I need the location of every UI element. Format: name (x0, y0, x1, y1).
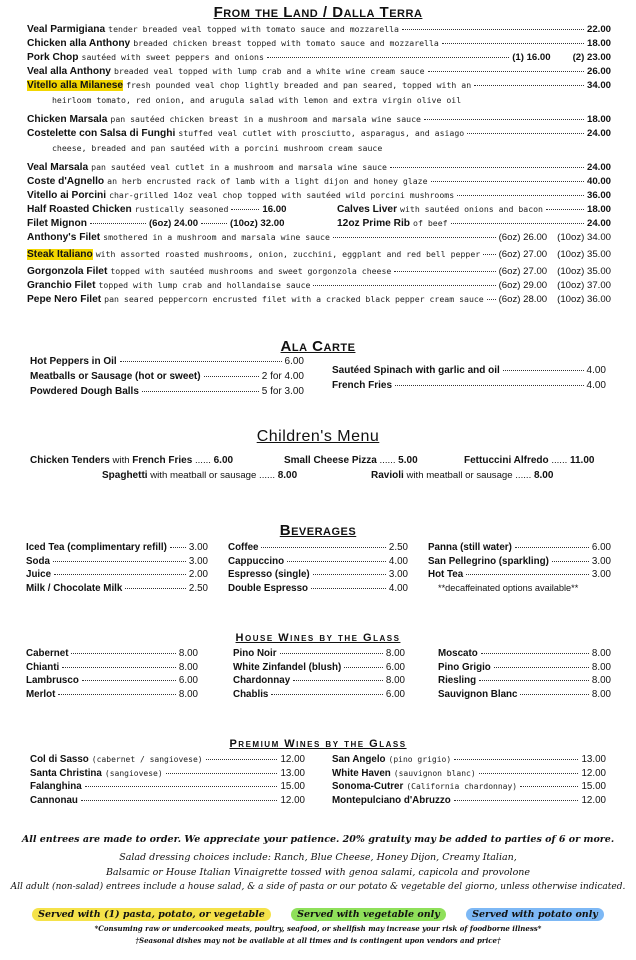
leader-dots (120, 361, 282, 362)
menu-item-filet (27, 280, 611, 291)
menu-item-price-single: (1) 16.00 (512, 52, 551, 63)
menu-item (337, 204, 611, 215)
menu-item-price: 18.00 (586, 204, 611, 215)
menu-item-desc: rustically seasoned (134, 204, 229, 214)
drink-item-price: 6.00 (178, 675, 198, 686)
drink-item-name: Cappuccino (228, 555, 285, 567)
menu-item-desc: char-grilled 14oz veal chop topped with sautéed wild porcini mushrooms (109, 190, 455, 200)
leader-dots (267, 57, 509, 58)
drink-item (332, 781, 606, 792)
leader-dots (206, 759, 278, 760)
drink-item (26, 675, 198, 686)
drink-item (26, 689, 198, 700)
leader-dots (166, 773, 278, 774)
menu-item-desc: stuffed veal cutlet with prosciutto, asparagus, and asiago (178, 128, 465, 138)
drink-item-desc: (California chardonnay) (406, 782, 518, 791)
leader-dots (431, 181, 584, 182)
alacarte-item-name: French Fries (332, 380, 393, 391)
footer-legend (0, 902, 636, 921)
alacarte-item-name: Sautéed Spinach with garlic and oil (332, 365, 500, 376)
menu-item-filet (27, 266, 611, 277)
leader-dots (231, 209, 259, 210)
menu-item (27, 114, 611, 125)
menu-item-name: Chicken Marsala (27, 114, 108, 125)
drink-item-price: 8.00 (591, 648, 611, 659)
drink-item-price: 6.00 (385, 688, 405, 700)
menu-item-desc: tender breaded veal topped with tomato sauce and mozzarella (108, 24, 399, 34)
drink-item-name: Milk / Chocolate Milk (26, 582, 123, 594)
alacarte-item-name: Meatballs or Sausage (hot or sweet) (30, 371, 201, 382)
drink-item-price: 3.00 (388, 569, 408, 580)
drink-item-price: 15.00 (280, 781, 305, 792)
leader-dots (457, 195, 584, 196)
drink-item-name: Chardonnay (233, 675, 291, 686)
leader-dots (402, 29, 584, 30)
menu-item-name: Anthony's Filet (27, 232, 101, 243)
menu-item-name: Pork Chop (27, 52, 79, 63)
footer-raw-warning: *Consuming raw or undercooked meats, poultry, seafood, or shellfish may increase your risk of foodborne illness* (94, 924, 542, 933)
menu-item-price: 26.00 (586, 66, 611, 77)
drink-item (30, 768, 305, 779)
leader-dots (428, 71, 584, 72)
drink-item-price: 8.00 (591, 688, 611, 700)
leader-dots (82, 680, 176, 681)
leader-dots (466, 574, 589, 575)
alacarte-item-name: Powdered Dough Balls (30, 386, 139, 397)
footer-order-note: All entrees are made to order. We appreciate your patience. 20% gratuity may be added to parties of 6 or more. (21, 834, 615, 845)
drink-item-price: 12.00 (280, 754, 305, 765)
drink-item-name: White Haven (332, 767, 391, 779)
drink-item (26, 556, 208, 567)
drink-item-name: Santa Christina (30, 767, 102, 779)
drink-item (228, 569, 408, 580)
footer-entree-note: All adult (non-salad) entrees include a house salad, & a side of pasta or our potato & vegetable del giorno, unless otherwise indicated. (10, 882, 626, 892)
beverages-title: Beverages (279, 522, 357, 539)
drink-item-name: Espresso (single) (228, 569, 310, 580)
drink-item (332, 795, 606, 806)
drink-item-price: 4.00 (388, 555, 408, 567)
menu-item (27, 38, 611, 49)
leader-dots (481, 653, 589, 654)
children-item (284, 455, 418, 466)
drink-item (438, 689, 611, 700)
menu-item-price-10oz: (10oz) 36.00 (557, 294, 611, 305)
menu-item-desc-continued: cheese, breaded and pan sautéed with a porcini mushroom cream sauce (52, 143, 383, 153)
leader-dots: ...... (194, 455, 211, 466)
menu-item (27, 176, 611, 187)
children-item (102, 470, 297, 481)
drink-item-name: Juice (26, 569, 52, 580)
children-item-name: Small Cheese Pizza (284, 455, 377, 466)
drink-item-price: 8.00 (591, 661, 611, 673)
drink-item (428, 542, 611, 553)
drink-item-name: San Pellegrino (sparkling) (428, 555, 549, 567)
drink-item-price: 12.00 (280, 794, 305, 806)
menu-item-desc: pan sautéed veal cutlet in a mushroom and marsala wine sauce (91, 162, 387, 172)
children-item-desc: with (112, 455, 130, 466)
children-item-side: French Fries (132, 455, 193, 466)
leader-dots (280, 653, 383, 654)
leader-dots (271, 694, 383, 695)
menu-item-name: Gorgonzola Filet (27, 266, 108, 277)
drink-item-price: 13.00 (280, 767, 305, 779)
drink-item-price: 8.00 (385, 648, 405, 659)
children-item (464, 455, 594, 466)
menu-item-price: 34.00 (586, 80, 611, 91)
menu-item-price: 18.00 (586, 114, 611, 125)
footer-house-dressing-note: Balsamic or House Italian Vinaigrette tossed with genoa salami, capicola and provolone (105, 867, 531, 878)
leader-dots (546, 209, 584, 210)
drink-item (30, 754, 305, 765)
drink-item (228, 583, 408, 594)
menu-item-name: Half Roasted Chicken (27, 204, 132, 215)
children-item-name: Chicken Tenders (30, 455, 110, 466)
drink-item-name: Montepulciano d'Abruzzo (332, 794, 451, 806)
drink-item-price: 4.00 (388, 582, 408, 594)
menu-item-price-10oz: (10oz) 35.00 (557, 249, 611, 260)
menu-item-price-6oz: (6oz) 24.00 (148, 218, 199, 229)
children-item-price: 6.00 (213, 455, 234, 466)
drink-item (438, 662, 611, 673)
children-item-desc: with meatball or sausage (150, 470, 257, 481)
menu-item-name: Filet Mignon (27, 218, 87, 229)
drink-item-name: Col di Sasso (30, 754, 89, 765)
children-item (30, 455, 233, 466)
leader-dots (333, 237, 496, 238)
alacarte-item-price: 5 for 3.00 (261, 386, 304, 397)
drink-item-name: White Zinfandel (blush) (233, 661, 342, 673)
drink-item-name: Merlot (26, 688, 56, 700)
leader-dots (520, 786, 578, 787)
menu-item-price-10oz: (10oz) 34.00 (557, 232, 611, 243)
leader-dots (287, 561, 386, 562)
leader-dots (81, 800, 278, 801)
leader-dots (85, 786, 278, 787)
menu-item-name: Steak Italiano (27, 249, 93, 260)
leader-dots (142, 391, 259, 392)
leader-dots (483, 254, 495, 255)
leader-dots (170, 547, 186, 548)
menu-item (27, 190, 611, 201)
drink-item (26, 583, 208, 594)
leader-dots (201, 223, 227, 224)
premium-wines-title: Premium Wines by the Glass (229, 738, 407, 750)
menu-item (27, 80, 611, 91)
drink-item-name: Riesling (438, 675, 477, 686)
drink-item-name: Sonoma-Cutrer (332, 781, 404, 792)
leader-dots (395, 385, 584, 386)
menu-item-desc: fresh pounded veal chop lightly breaded and pan seared, topped with an (126, 80, 472, 90)
legend-vegetable-only: Served with vegetable only (291, 908, 446, 921)
menu-item (27, 204, 307, 215)
drink-item-price: 8.00 (591, 675, 611, 686)
drink-item (332, 754, 606, 765)
leader-dots: ...... (551, 455, 568, 466)
alacarte-item (332, 365, 606, 376)
children-item-name: Spaghetti (102, 470, 148, 481)
alacarte-item-name: Hot Peppers in Oil (30, 356, 117, 367)
drink-item-name: Panna (still water) (428, 542, 512, 553)
drink-item (233, 689, 405, 700)
menu-item-price-6oz: (6oz) 29.00 (498, 280, 548, 291)
drink-item (428, 569, 611, 580)
menu-item-name: Coste d'Agnello (27, 176, 105, 187)
leader-dots (58, 694, 176, 695)
drink-item-price: 12.00 (581, 794, 606, 806)
drink-item (228, 542, 408, 553)
menu-item-filet (27, 249, 611, 260)
drink-item-name: Cannonau (30, 794, 78, 806)
leader-dots (503, 370, 584, 371)
leader-dots (467, 133, 584, 134)
alacarte-item (30, 386, 304, 397)
menu-item-price: 18.00 (586, 38, 611, 49)
leader-dots (90, 223, 146, 224)
menu-item-price: 22.00 (586, 24, 611, 35)
leader-dots: ...... (515, 470, 532, 481)
drink-item-name: Coffee (228, 542, 259, 553)
menu-item-desc: pan sautéed chicken breast in a mushroom and marsala wine sauce (110, 114, 421, 124)
leader-dots (479, 680, 589, 681)
leader-dots (53, 561, 186, 562)
menu-item-desc: topped with lump crab and hollandaise sauce (98, 280, 311, 290)
children-item-price: 5.00 (398, 455, 418, 466)
drink-item-name: Hot Tea (428, 569, 464, 580)
leader-dots (293, 680, 383, 681)
drink-item-name: Moscato (438, 648, 478, 659)
decaf-note: **decaffeinated options available** (438, 583, 579, 593)
drink-item-price: 8.00 (385, 675, 405, 686)
drink-item-price: 12.00 (581, 767, 606, 779)
leader-dots (515, 547, 589, 548)
drink-item-price: 3.00 (188, 555, 208, 567)
leader-dots (62, 667, 176, 668)
drink-item (26, 662, 198, 673)
alacarte-item-price: 6.00 (284, 356, 304, 367)
leader-dots (313, 285, 495, 286)
drink-item (233, 675, 405, 686)
leader-dots (125, 588, 186, 589)
drink-item-name: Pino Grigio (438, 661, 491, 673)
drink-item-name: Falanghina (30, 781, 82, 792)
leader-dots (71, 653, 175, 654)
drink-item (438, 675, 611, 686)
drink-item-price: 8.00 (178, 648, 198, 659)
leader-dots (204, 376, 259, 377)
drink-item-price: 3.00 (591, 555, 611, 567)
leader-dots (479, 773, 579, 774)
alacarte-title: Ala Carte (280, 338, 356, 355)
footer-seasonal-note: †Seasonal dishes may not be available at all times and is contingent upon vendors and price† (135, 936, 501, 945)
leader-dots (451, 223, 584, 224)
menu-item-price-6oz: (6oz) 27.00 (498, 266, 548, 277)
menu-item-name: Chicken alla Anthony (27, 38, 131, 49)
alacarte-item-price: 4.00 (586, 365, 606, 376)
menu-item-price: 24.00 (586, 162, 611, 173)
drink-item-name: San Angelo (332, 754, 386, 765)
leader-dots (261, 547, 385, 548)
leader-dots (311, 588, 386, 589)
menu-item-name: Veal alla Anthony (27, 66, 111, 77)
drink-item-price: 2.50 (388, 542, 408, 553)
alacarte-item (30, 356, 304, 367)
drink-item-name: Chablis (233, 688, 269, 700)
menu-item-price-10oz: (10oz) 35.00 (557, 266, 611, 277)
drink-item-name: Iced Tea (complimentary refill) (26, 542, 167, 553)
leader-dots (313, 574, 386, 575)
drink-item-price: 6.00 (591, 542, 611, 553)
children-title: Children's Menu (256, 428, 380, 445)
leader-dots (487, 299, 496, 300)
drink-item-name: Soda (26, 555, 50, 567)
leader-dots (54, 574, 186, 575)
leader-dots (394, 271, 495, 272)
leader-dots (390, 167, 584, 168)
leader-dots (454, 759, 578, 760)
alacarte-item (332, 380, 606, 391)
drink-item-price: 6.00 (385, 661, 405, 673)
drink-item-desc: (cabernet / sangiovese) (91, 755, 203, 764)
drink-item-price: 3.00 (591, 569, 611, 580)
menu-item-price: 40.00 (586, 176, 611, 187)
menu-item-name: 12oz Prime Rib (337, 218, 411, 229)
drink-item-name: Lambrusco (26, 675, 79, 686)
menu-item (27, 52, 611, 63)
menu-item (27, 218, 327, 229)
menu-item-desc: breaded chicken breast topped with tomato sauce and mozzarella (133, 38, 439, 48)
menu-item (27, 128, 611, 139)
leader-dots (424, 119, 584, 120)
children-item (371, 470, 553, 481)
drink-item (26, 542, 208, 553)
drink-item-price: 15.00 (581, 781, 606, 792)
leader-dots: ...... (259, 470, 276, 481)
alacarte-item-price: 2 for 4.00 (261, 371, 304, 382)
menu-item-price: (2) 23.00 (572, 52, 611, 63)
leader-dots (442, 43, 584, 44)
menu-item-name: Vitello alla Milanese (27, 80, 124, 91)
menu-item-desc: smothered in a mushroom and marsala wine sauce (103, 232, 330, 242)
leader-dots (552, 561, 589, 562)
leader-dots (474, 85, 584, 86)
menu-item-price-10oz: (10oz) 37.00 (557, 280, 611, 291)
menu-item-price: 24.00 (586, 218, 611, 229)
leader-dots (344, 667, 383, 668)
menu-item-name: Veal Parmigiana (27, 24, 106, 35)
leader-dots (520, 694, 588, 695)
drink-item-price: 8.00 (178, 688, 198, 700)
menu-item-price-6oz: (6oz) 26.00 (498, 232, 548, 243)
menu-item-price-6oz: (6oz) 28.00 (498, 294, 548, 305)
menu-item-desc: sautéed with sweet peppers and onions (81, 52, 264, 62)
menu-item-price-10oz: (10oz) 32.00 (230, 218, 285, 229)
drink-item-price: 2.50 (188, 582, 208, 594)
drink-item-desc: (sangiovese) (104, 768, 163, 778)
drink-item (30, 781, 305, 792)
drink-item (233, 662, 405, 673)
drink-item (428, 556, 611, 567)
menu-item-name: Calves Liver (337, 204, 398, 215)
drink-item-desc: (pino grigio) (388, 755, 452, 764)
drink-item-desc: (sauvignon blanc) (393, 768, 476, 778)
children-item-price: 8.00 (277, 470, 298, 481)
legend-pasta-potato-vegetable: Served with (1) pasta, potato, or vegetable (32, 908, 271, 921)
drink-item (26, 648, 198, 659)
alacarte-item (30, 371, 304, 382)
menu-item (337, 218, 611, 229)
drink-item (30, 795, 305, 806)
menu-item-name: Pepe Nero Filet (27, 294, 102, 305)
children-item-desc: with meatball or sausage (406, 470, 513, 481)
menu-item-desc: topped with sautéed mushrooms and sweet gorgonzola cheese (110, 266, 392, 276)
drink-item (438, 648, 611, 659)
menu-item-name: Granchio Filet (27, 280, 96, 291)
drink-item-price: 3.00 (188, 542, 208, 553)
menu-item-filet (27, 232, 611, 243)
drink-item-name: Chianti (26, 661, 60, 673)
drink-item-price: 13.00 (581, 754, 606, 765)
children-item-price: 11.00 (569, 455, 595, 466)
menu-item-desc: with sautéed onions and bacon (400, 204, 543, 214)
menu-item-desc: with assorted roasted mushrooms, onion, zucchini, eggplant and red bell pepper (95, 249, 481, 259)
menu-item (27, 162, 611, 173)
leader-dots: ...... (379, 455, 396, 466)
drink-item (233, 648, 405, 659)
drink-item-name: Double Espresso (228, 582, 309, 594)
menu-item (27, 66, 611, 77)
drink-item (332, 768, 606, 779)
house-wines-title: House Wines by the Glass (235, 632, 401, 644)
menu-item-desc: breaded veal topped with lump crab and a white wine cream sauce (113, 66, 425, 76)
drink-item-name: Sauvignon Blanc (438, 688, 518, 700)
menu-item-desc-continued: heirloom tomato, red onion, and arugula salad with lemon and extra virgin olive oil (52, 95, 462, 105)
drink-item (26, 569, 208, 580)
menu-item-price-6oz: (6oz) 27.00 (498, 249, 548, 260)
menu-item-price: 24.00 (586, 128, 611, 139)
children-item-price: 8.00 (533, 470, 554, 481)
drink-item-price: 2.00 (188, 569, 208, 580)
legend-potato-only: Served with potato only (466, 908, 604, 921)
menu-item-desc: an herb encrusted rack of lamb with a light dijon and honey glaze (107, 176, 428, 186)
children-item-name: Ravioli (371, 470, 404, 481)
menu-item-desc: of beef (413, 218, 448, 228)
leader-dots (454, 800, 579, 801)
drink-item (228, 556, 408, 567)
menu-item-desc: pan seared peppercorn encrusted filet with a cracked black pepper cream sauce (104, 294, 484, 304)
alacarte-item-price: 4.00 (586, 380, 606, 391)
drink-item-price: 8.00 (178, 661, 198, 673)
leader-dots (494, 667, 589, 668)
drink-item-name: Cabernet (26, 648, 69, 659)
drink-item-name: Pino Noir (233, 648, 277, 659)
menu-item-name: Costelette con Salsa di Funghi (27, 128, 176, 139)
footer-dressing-note: Salad dressing choices include: Ranch, Blue Cheese, Honey Dijon, Creamy Italian, (119, 852, 517, 863)
menu-item-name: Veal Marsala (27, 162, 89, 173)
menu-item-price: 36.00 (586, 190, 611, 201)
menu-item-filet (27, 294, 611, 305)
menu-item-price: 16.00 (262, 204, 287, 215)
children-item-name: Fettuccini Alfredo (464, 455, 549, 466)
land-title: From the Land / Dalla Terra (213, 4, 423, 21)
menu-item (27, 24, 611, 35)
menu-item-name: Vitello ai Porcini (27, 190, 107, 201)
